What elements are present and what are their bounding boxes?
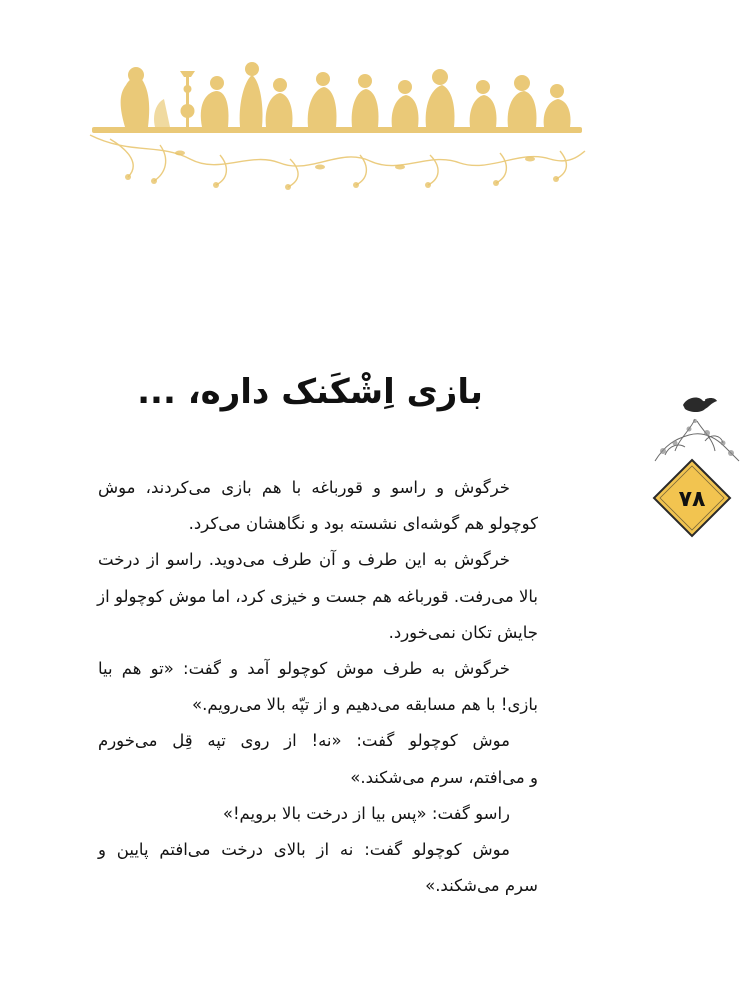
text-line: بازی! با هم مسابقه می‌دهیم و از تپّه بالا می‌رویم.» — [191, 695, 538, 715]
text-line: موش کوچولو گفت: نه از بالای درخت می‌افتم پایین و — [98, 840, 510, 860]
text-line: خرگوش به طرف موش کوچولو آمد و گفت: «تو هم بیا — [98, 659, 510, 679]
paragraph-5 — [98, 796, 538, 832]
paragraph-2 — [98, 542, 538, 651]
header-illustration-image — [70, 55, 590, 195]
page-number-badge — [652, 458, 732, 538]
bird-flourish-icon — [645, 385, 745, 465]
text-line: سرم می‌شکند.» — [425, 876, 538, 896]
chapter-title: بازی اِشْکَنک داره، ... — [137, 372, 483, 412]
text-line: جایش تکان نمی‌خورد. — [388, 622, 538, 642]
text-line: خرگوش به این طرف و آن طرف می‌دوید. راسو از درخت — [98, 550, 510, 570]
paragraph-4 — [98, 723, 538, 795]
text-line: موش کوچولو گفت: «نه! از روی تپه قِل می‌خورم — [98, 731, 510, 751]
text-line: خرگوش و راسو و قورباغه با هم بازی می‌کردند، موش — [98, 478, 510, 497]
story-body — [98, 470, 538, 904]
page-number: ۷۸ — [678, 487, 706, 512]
text-line: بالا می‌رفت. قورباغه هم جست و خیزی کرد، اما موش کوچولو از — [97, 586, 538, 606]
paragraph-6 — [98, 832, 538, 904]
paragraph-3 — [98, 651, 538, 723]
paragraph-1 — [98, 470, 538, 542]
text-line: و می‌افتم، سرم می‌شکند.» — [350, 767, 538, 787]
text-line: راسو گفت: «پس بیا از درخت بالا برویم!» — [222, 803, 510, 823]
text-line: کوچولو هم گوشه‌ای نشسته بود و نگاهشان می‌کرد. — [188, 514, 538, 534]
